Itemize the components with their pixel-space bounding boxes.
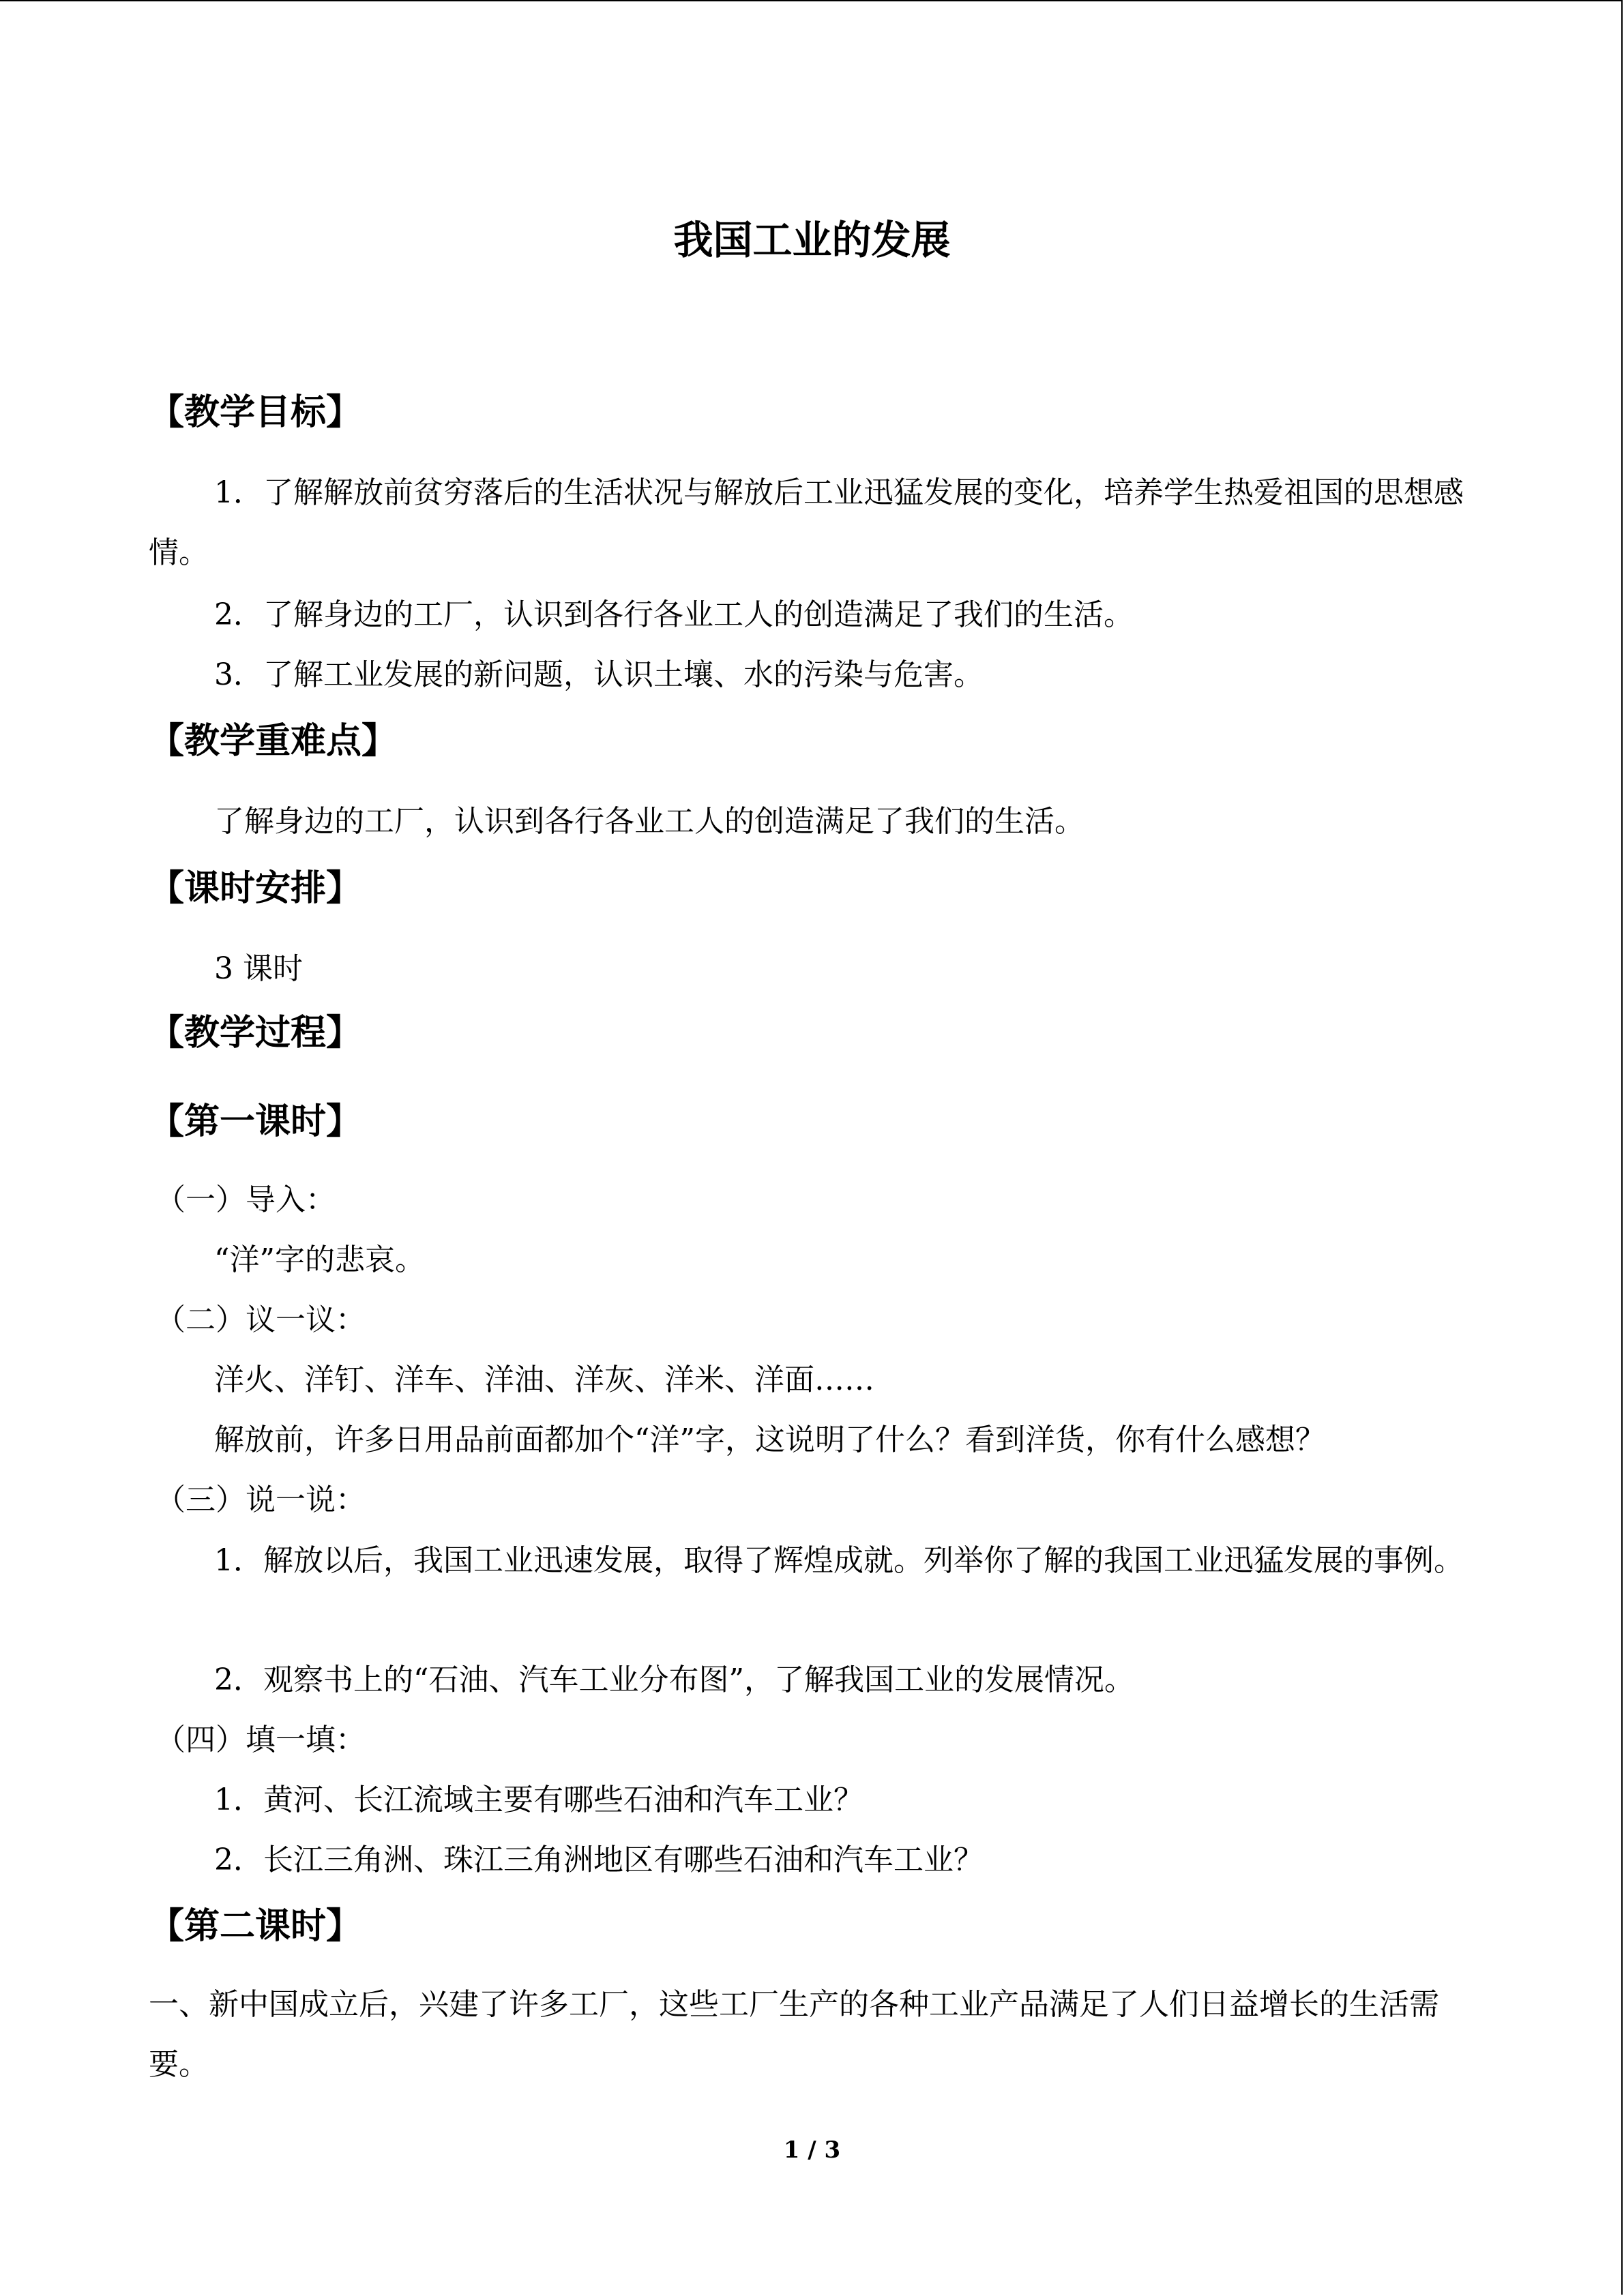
heading-lesson-2: 【第二课时】: [149, 1906, 362, 1947]
objective-item-1: 1．了解解放前贫穷落后的生活状况与解放后工业迅猛发展的变化，培养学生热爱祖国的思想感情。: [149, 475, 1464, 570]
heading-objectives: 【教学目标】: [149, 392, 362, 433]
lesson-2-text: 一、新中国成立后，兴建了许多工厂，这些工厂生产的各种工业产品满足了人们日益增长的生活需要。: [149, 1987, 1439, 2082]
talk-label: （三）说一说：: [156, 1482, 366, 1517]
talk-item-2: 2．观察书上的“石油、汽车工业分布图”，了解我国工业的发展情况。: [214, 1663, 1134, 1697]
discuss-label: （二）议一议：: [156, 1302, 366, 1337]
intro-text: “洋”字的悲哀。: [214, 1242, 425, 1277]
discuss-list: 洋火、洋钉、洋车、洋油、洋灰、洋米、洋面……: [214, 1362, 874, 1397]
page-title: 我国工业的发展: [673, 217, 951, 263]
discuss-question: 解放前，许多日用品前面都加个“洋”字，这说明了什么？看到洋货，你有什么感想？: [214, 1422, 1325, 1457]
fill-item-1: 1．黄河、长江流域主要有哪些石油和汽车工业？: [214, 1783, 863, 1817]
schedule-text: 3 课时: [214, 951, 303, 986]
objective-item-3: 3．了解工业发展的新问题，认识土壤、水的污染与危害。: [214, 657, 984, 692]
heading-schedule: 【课时安排】: [149, 868, 362, 909]
heading-process: 【教学过程】: [149, 1013, 362, 1054]
heading-lesson-1: 【第一课时】: [149, 1101, 362, 1142]
key-points-text: 了解身边的工厂，认识到各行各业工人的创造满足了我们的生活。: [214, 804, 1084, 839]
intro-label: （一）导入：: [156, 1182, 336, 1217]
page-number: 1 / 3: [783, 2136, 841, 2164]
heading-key-points: 【教学重难点】: [149, 721, 398, 762]
fill-item-2: 2．长江三角洲、珠江三角洲地区有哪些石油和汽车工业？: [214, 1843, 984, 1877]
objective-item-2: 2．了解身边的工厂，认识到各行各业工人的创造满足了我们的生活。: [214, 597, 1134, 632]
talk-item-1: 1．解放以后，我国工业迅速发展，取得了辉煌成就。列举你了解的我国工业迅猛发展的事例。: [214, 1543, 1464, 1578]
fill-label: （四）填一填：: [156, 1723, 366, 1757]
